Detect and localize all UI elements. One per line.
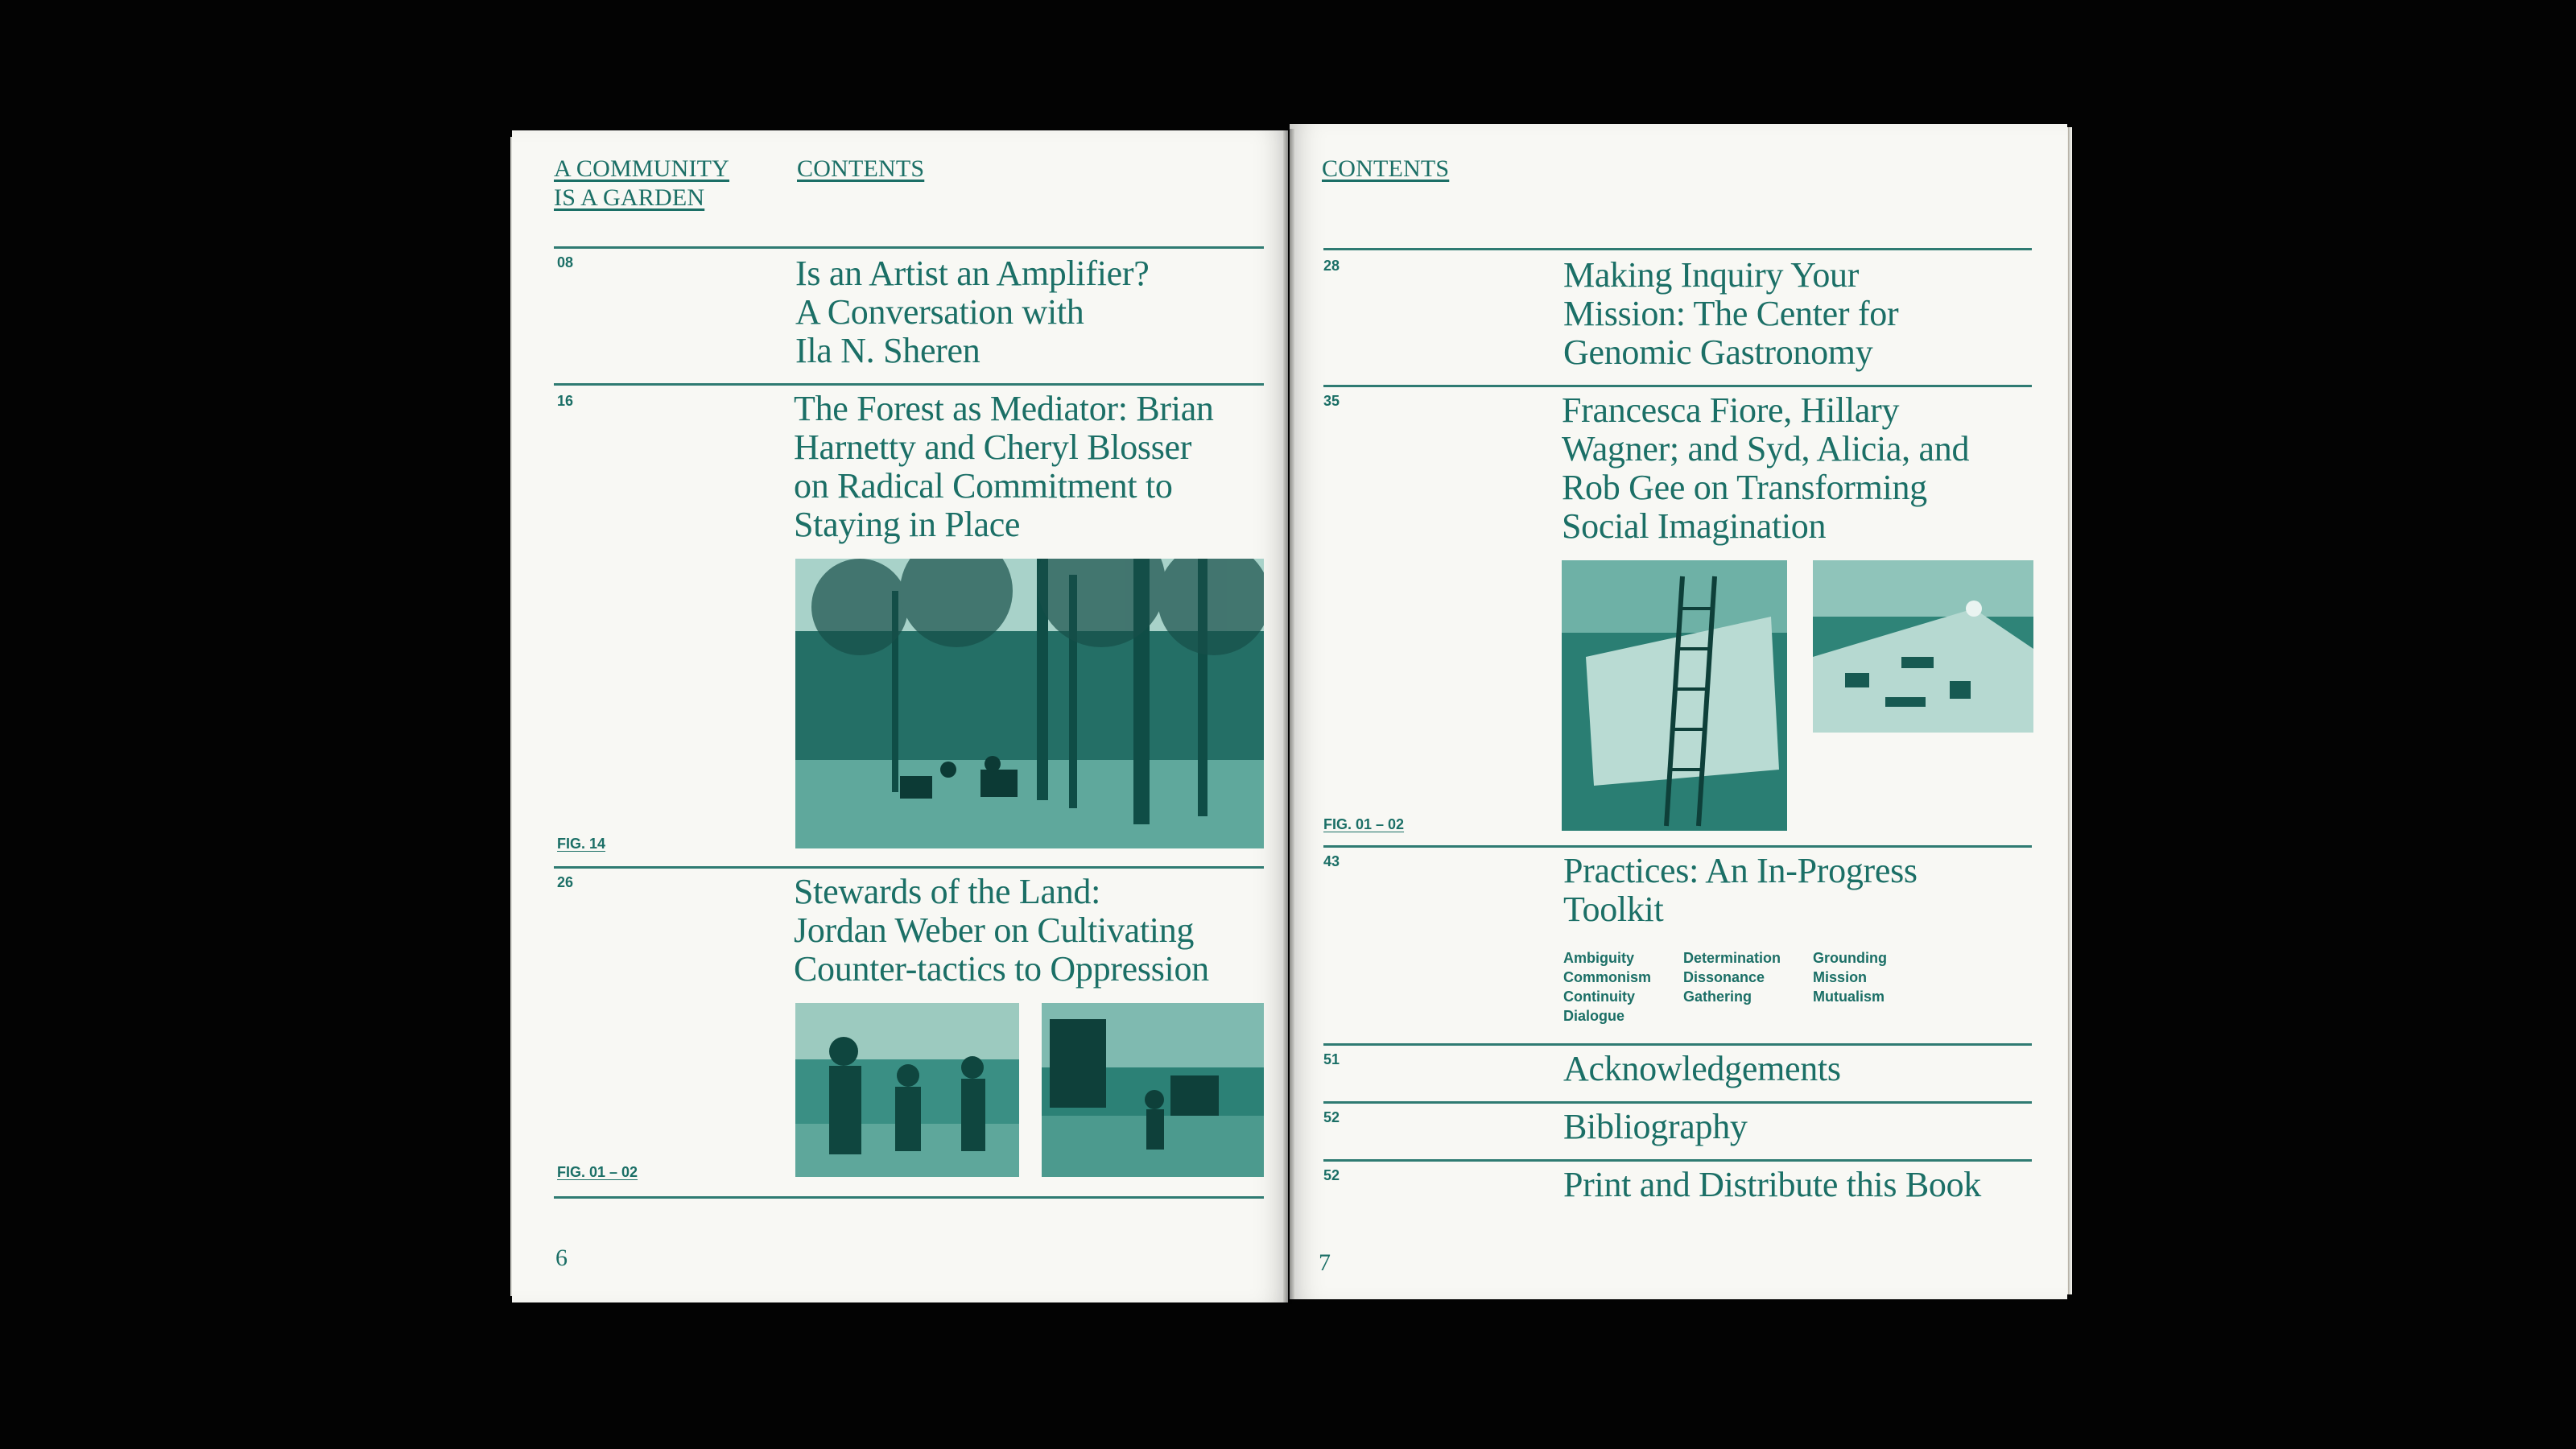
land-photo-2 xyxy=(1042,1003,1264,1177)
entry-title[interactable]: Is an Artist an Amplifier? A Conversation with Ila N. Sheren xyxy=(795,254,1150,370)
glossary-term: Mutualism xyxy=(1813,989,1885,1005)
entry-title[interactable]: Making Inquiry Your Mission: The Center for Genomic Gastronomy xyxy=(1563,255,1899,372)
glossary-term: Determination xyxy=(1683,950,1781,966)
divider-rule xyxy=(1323,1043,2032,1046)
ladder-illustration xyxy=(1562,560,1787,831)
divider-rule xyxy=(1323,845,2032,848)
book-title-line-2: IS A GARDEN xyxy=(554,184,705,211)
book-title-line-1: A COMMUNITY xyxy=(554,155,730,182)
entry-page-number: 35 xyxy=(1323,393,1340,409)
tarp-photo xyxy=(1813,560,2033,733)
left-page xyxy=(512,130,1288,1302)
divider-rule xyxy=(1323,1101,2032,1104)
glossary-term: Continuity xyxy=(1563,989,1635,1005)
entry-page-number: 28 xyxy=(1323,258,1340,274)
people-planting-illustration xyxy=(795,1003,1019,1177)
toolkit-glossary xyxy=(1563,948,1887,1026)
ladder-photo xyxy=(1562,560,1787,831)
land-photo-1 xyxy=(795,1003,1019,1177)
figure-label: FIG. 14 xyxy=(557,836,606,852)
entry-page-number: 26 xyxy=(557,874,574,890)
entry-title[interactable]: Bibliography xyxy=(1563,1107,1748,1146)
glossary-term: Dissonance xyxy=(1683,969,1765,985)
page-number: 6 xyxy=(555,1245,568,1271)
divider-rule xyxy=(1323,385,2032,387)
page-number: 7 xyxy=(1319,1249,1331,1276)
entry-page-number: 52 xyxy=(1323,1109,1340,1125)
divider-rule xyxy=(554,1196,1264,1199)
glossary-column-3 xyxy=(1813,948,1887,1026)
entry-title[interactable]: Print and Distribute this Book xyxy=(1563,1165,1982,1204)
entry-title[interactable]: Stewards of the Land: Jordan Weber on Cultivating Counter-tactics to Oppression xyxy=(794,872,1209,989)
divider-rule xyxy=(554,383,1264,386)
figure-label: FIG. 01 – 02 xyxy=(1323,816,1405,832)
entry-page-number: 43 xyxy=(1323,853,1340,869)
entry-page-number: 52 xyxy=(1323,1167,1340,1183)
glossary-term: Dialogue xyxy=(1563,1008,1625,1024)
glossary-term: Commonism xyxy=(1563,969,1652,985)
divider-rule xyxy=(1323,248,2032,250)
entry-page-number: 51 xyxy=(1323,1051,1340,1067)
glossary-term: Gathering xyxy=(1683,989,1752,1005)
forest-illustration xyxy=(795,559,1264,848)
figure-label: FIG. 01 – 02 xyxy=(557,1164,638,1180)
divider-rule xyxy=(554,246,1264,249)
yard-illustration xyxy=(1042,1003,1264,1177)
entry-title[interactable]: Acknowledgements xyxy=(1563,1049,1841,1088)
glossary-term: Ambiguity xyxy=(1563,950,1634,966)
glossary-column-1 xyxy=(1563,948,1651,1026)
book-title xyxy=(554,155,729,213)
book-spine xyxy=(1283,129,1294,1304)
entry-title[interactable]: The Forest as Mediator: Brian Harnetty and Cheryl Blosser on Radical Commitment to Staying in Place xyxy=(794,389,1214,544)
glossary-column-2 xyxy=(1683,948,1781,1026)
divider-rule xyxy=(554,866,1264,869)
entry-title[interactable]: Practices: An In-Progress Toolkit xyxy=(1563,851,1918,929)
tarp-illustration xyxy=(1813,560,2033,733)
entry-page-number: 08 xyxy=(557,254,574,270)
entry-title[interactable]: Francesca Fiore, Hillary Wagner; and Syd, Alicia, and Rob Gee on Transforming Social Imagination xyxy=(1562,390,1970,546)
forest-photo xyxy=(795,559,1264,848)
divider-rule xyxy=(1323,1159,2032,1162)
section-header-right: CONTENTS xyxy=(1322,155,1450,182)
right-page xyxy=(1290,124,2067,1299)
glossary-term: Grounding xyxy=(1813,950,1888,966)
section-header-left: CONTENTS xyxy=(797,155,925,182)
glossary-term: Mission xyxy=(1813,969,1868,985)
entry-page-number: 16 xyxy=(557,393,574,409)
